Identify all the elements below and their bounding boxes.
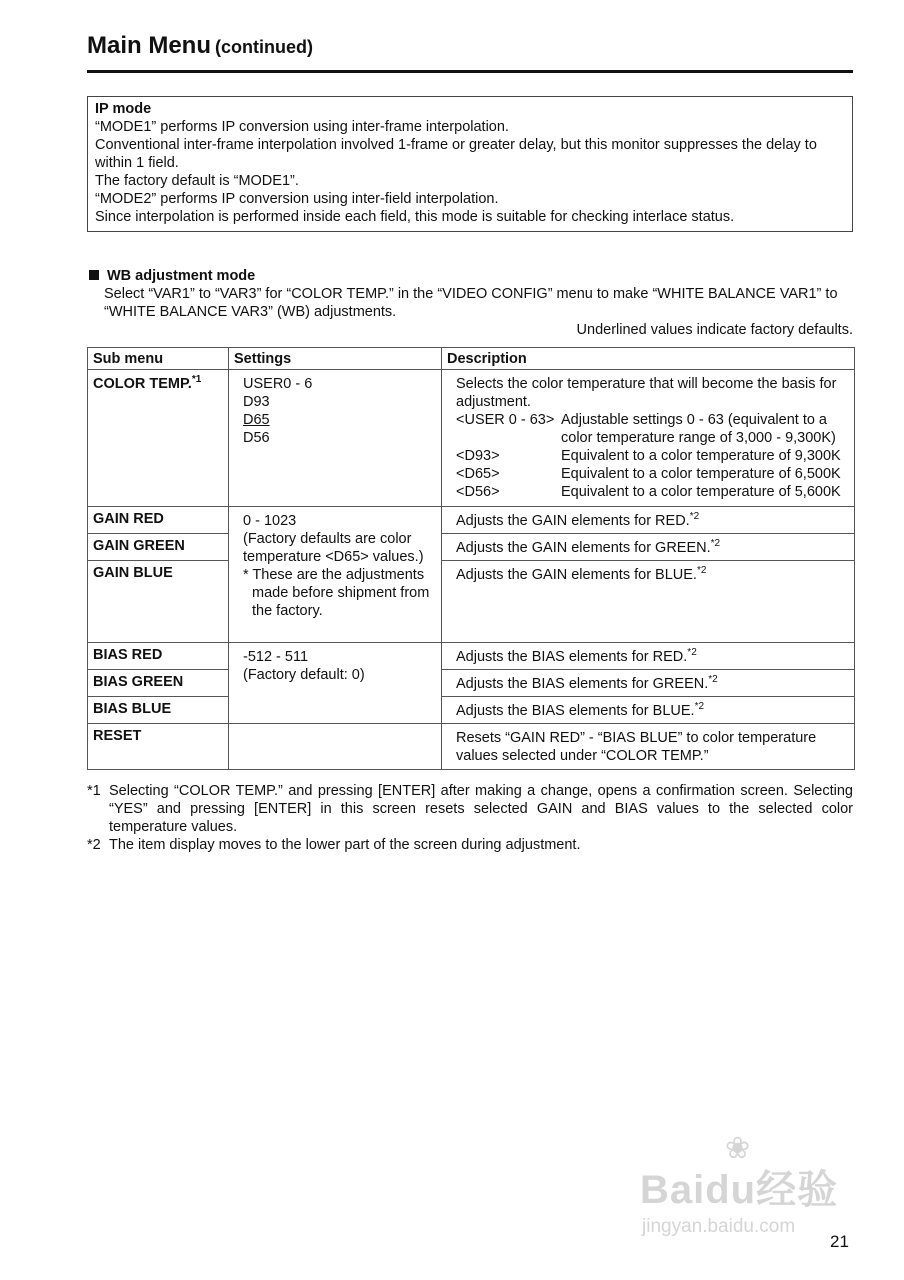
submenu-color-temp: COLOR TEMP.$^{*1}$: [88, 370, 229, 507]
col-header-description: Description: [442, 348, 855, 370]
page-title-suffix: (continued): [215, 37, 314, 57]
ip-mode-line: Since interpolation is performed inside each field, this mode is suitable for checking interlace status.: [95, 209, 735, 225]
description-gain-green: Adjusts the GAIN elements for GREEN.$^{*2}$: [442, 534, 855, 561]
settings-gain: [229, 507, 442, 643]
gain-range: 0 - 1023: [243, 513, 297, 529]
table-header-row: [88, 348, 855, 370]
description-bias-red: Adjusts the BIAS elements for RED.$^{*2}$: [442, 643, 855, 670]
ip-mode-line: Conventional inter-frame interpolation involved 1-frame or greater delay, but this monitor suppresses the delay to within 1 field.: [95, 137, 817, 171]
table-row-gain-green: [88, 534, 855, 561]
settings-reset: [229, 724, 442, 770]
table-row-gain-red: [88, 507, 855, 534]
footnotes: [87, 782, 853, 854]
baidu-watermark: [640, 1132, 855, 1240]
defaults-note: Underlined values indicate factory defaults.: [576, 322, 853, 338]
ip-mode-line: “MODE2” performs IP conversion using inter-field interpolation.: [95, 191, 499, 207]
gain-factory-note: * These are the adjustments made before shipment from the factory.: [243, 567, 430, 619]
setting-option: D56: [243, 430, 270, 446]
square-bullet-icon: [89, 270, 99, 280]
submenu-reset: RESET: [88, 724, 229, 770]
footnote: *2 The item display moves to the lower part of the screen during adjustment.: [87, 837, 581, 853]
bias-range: -512 - 511: [243, 649, 309, 665]
description-gain-red: Adjusts the GAIN elements for RED.$^{*2}$: [442, 507, 855, 534]
bias-default-note: (Factory default: 0): [243, 667, 365, 683]
setting-option-default: D65: [243, 412, 270, 428]
table-row-bias-red: [88, 643, 855, 670]
ip-mode-heading: IP mode: [95, 101, 152, 117]
footnote: *1 Selecting “COLOR TEMP.” and pressing [ENTER] after making a change, opens a confirmation screen. Selecting “YES” and pressing [ENTER] in this screen resets selected GAIN and BIAS values to the selected color temperature values.: [87, 783, 853, 835]
gain-default-note: (Factory defaults are color temperature <D65> values.): [243, 531, 424, 565]
table-row-bias-green: [88, 670, 855, 697]
submenu-bias-green: BIAS GREEN: [88, 670, 229, 697]
table-row-gain-blue: [88, 561, 855, 643]
table-row-color-temp: [88, 370, 855, 507]
temp-definition-row: <USER 0 - 63> Adjustable settings 0 - 63 (equivalent to a color temperature range of 3,000 - 9,300K): [456, 412, 836, 446]
submenu-bias-blue: BIAS BLUE: [88, 697, 229, 724]
setting-option: D93: [243, 394, 270, 410]
description-intro: Selects the color temperature that will become the basis for adjustment.: [456, 376, 837, 410]
table-row-reset: [88, 724, 855, 770]
ip-mode-line: “MODE1” performs IP conversion using inter-frame interpolation.: [95, 119, 509, 135]
description-bias-green: Adjusts the BIAS elements for GREEN.$^{*2}$: [442, 670, 855, 697]
ip-mode-box: [87, 96, 853, 232]
description-reset: Resets “GAIN RED” - “BIAS BLUE” to color temperature values selected under “COLOR TEMP.”: [442, 724, 855, 770]
col-header-submenu: Sub menu: [88, 348, 229, 370]
header-rule: [87, 70, 853, 73]
submenu-gain-blue: GAIN BLUE: [88, 561, 229, 643]
watermark-url: jingyan.baidu.com: [642, 1216, 796, 1237]
setting-option: USER0 - 6: [243, 376, 313, 392]
wb-section: [87, 267, 853, 339]
temp-definition-row: <D93> Equivalent to a color temperature of 9,300K: [456, 448, 841, 464]
ip-mode-line: The factory default is “MODE1”.: [95, 173, 299, 189]
temp-definition-row: <D65> Equivalent to a color temperature of 6,500K: [456, 466, 841, 482]
page-title: Main Menu: [87, 32, 211, 59]
description-bias-blue: Adjusts the BIAS elements for BLUE.$^{*2}$: [442, 697, 855, 724]
watermark-logo: Baidu经验: [640, 1168, 839, 1212]
description-gain-blue: Adjusts the GAIN elements for BLUE.$^{*2}$: [442, 561, 855, 643]
paw-icon: ❀: [725, 1132, 751, 1165]
wb-description: Select “VAR1” to “VAR3” for “COLOR TEMP.” in the “VIDEO CONFIG” menu to make “WHITE BALANCE VAR1” to “WHITE BALANCE VAR3” (WB) adjustments.: [104, 286, 838, 320]
col-header-settings: Settings: [229, 348, 442, 370]
temp-definition-row: <D56> Equivalent to a color temperature of 5,600K: [456, 484, 841, 500]
submenu-gain-green: GAIN GREEN: [88, 534, 229, 561]
page-number: 21: [830, 1232, 849, 1251]
page-header: [87, 30, 853, 62]
wb-settings-table: [87, 347, 855, 770]
wb-heading: WB adjustment mode: [87, 267, 853, 285]
settings-color-temp: [229, 370, 442, 507]
submenu-gain-red: GAIN RED: [88, 507, 229, 534]
table-row-bias-blue: [88, 697, 855, 724]
settings-bias: [229, 643, 442, 724]
submenu-bias-red: BIAS RED: [88, 643, 229, 670]
description-color-temp: [442, 370, 855, 507]
